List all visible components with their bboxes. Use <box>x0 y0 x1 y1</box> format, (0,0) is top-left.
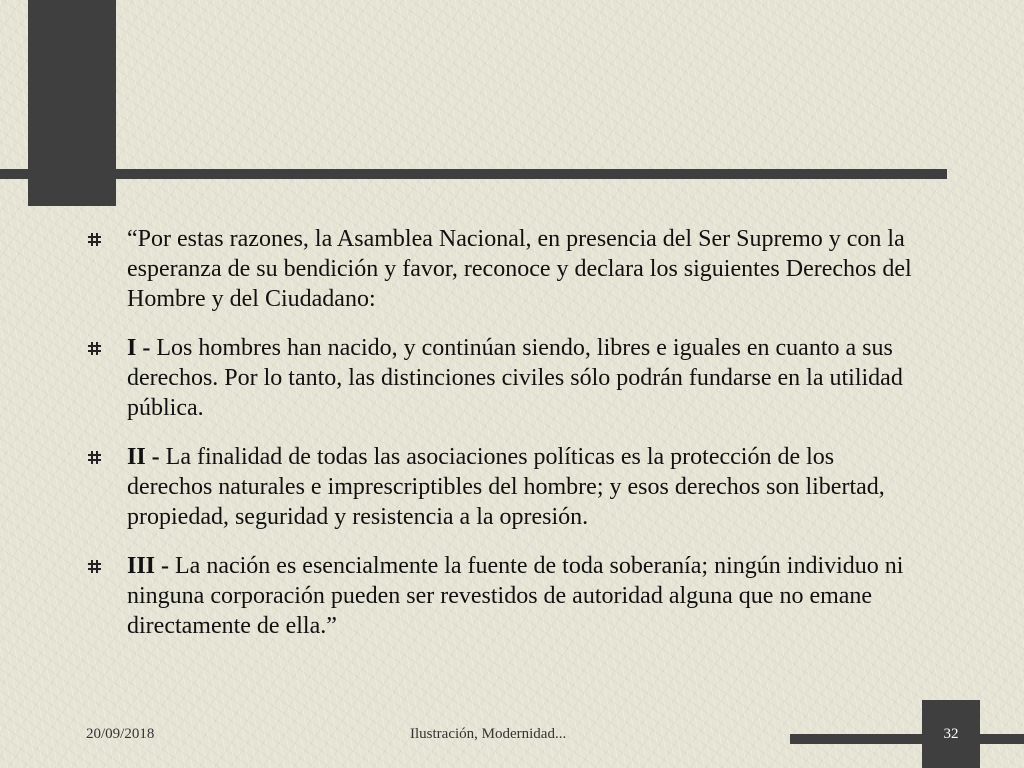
bullet-text: La nación es esencialmente la fuente de toda soberanía; ningún individuo ni ninguna corporación pueden ser revestidos de autoridad alguna que no emane directamente de ella.” <box>127 553 904 639</box>
article-label: I - <box>127 335 151 361</box>
footer-title: Ilustración, Modernidad... <box>410 726 567 742</box>
decorative-top-line <box>0 169 947 179</box>
slide-body <box>84 224 914 660</box>
bullet-item-preamble <box>84 224 914 314</box>
square-grid-bullet-icon <box>88 233 101 246</box>
bullet-item-article-2 <box>84 442 914 532</box>
square-grid-bullet-icon <box>88 451 101 464</box>
decorative-bottom-line <box>790 734 1024 744</box>
article-label: III - <box>127 553 170 579</box>
article-label: II - <box>127 444 160 470</box>
bullet-text: La finalidad de todas las asociaciones políticas es la protección de los derechos naturales e imprescriptibles del hombre; y esos derechos son libertad, propiedad, seguridad y resistencia a la opresión. <box>127 444 885 530</box>
slide-number: 32 <box>943 726 959 742</box>
square-grid-bullet-icon <box>88 342 101 355</box>
square-grid-bullet-icon <box>88 560 101 573</box>
bullet-item-article-1 <box>84 333 914 423</box>
bullet-text: Los hombres han nacido, y continúan siendo, libres e iguales en cuanto a sus derechos. Por lo tanto, las distinciones civiles sólo podrán fundarse en la utilidad pública. <box>127 335 903 421</box>
bullet-text: “Por estas razones, la Asamblea Nacional, en presencia del Ser Supremo y con la esperanza de su bendición y favor, reconoce y declara los siguientes Derechos del Hombre y del Ciudadano: <box>127 226 912 312</box>
bullet-item-article-3 <box>84 551 914 641</box>
footer-date: 20/09/2018 <box>86 726 155 742</box>
